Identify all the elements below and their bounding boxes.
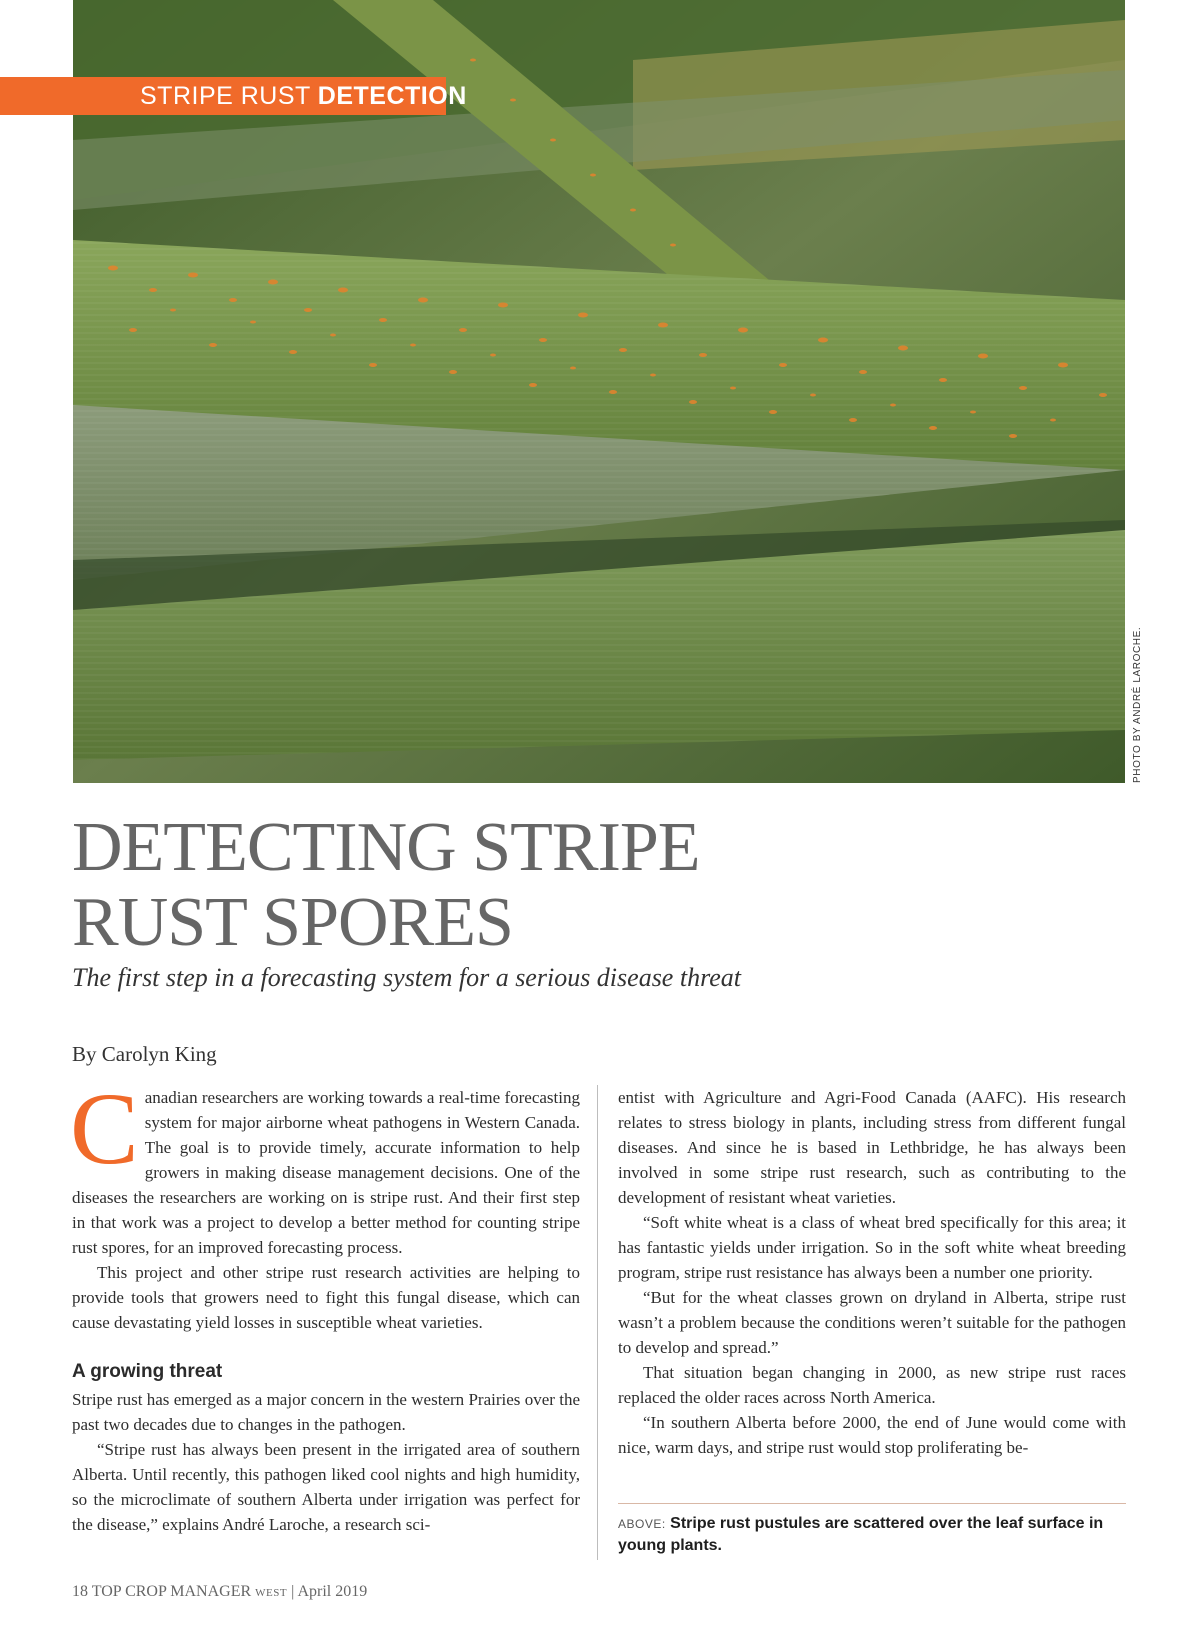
hero-photo [73, 0, 1125, 783]
photo-credit: PHOTO BY ANDRÉ LAROCHE. [1132, 626, 1143, 783]
paragraph: “But for the wheat classes grown on dryland in Alberta, stripe rust wasn’t a problem because the conditions weren’t suitable for the pathogen to develop and spread.” [618, 1288, 1126, 1357]
paragraph: “Soft white wheat is a class of wheat bred specifically for this area; it has fantastic yields under irrigation. So in the soft white wheat breeding program, stripe rust resistance has always been a number one priority. [618, 1213, 1126, 1282]
headline-line-2: RUST SPORES [72, 884, 513, 961]
paragraph: “In southern Alberta before 2000, the end of June would come with nice, warm days, and stripe rust would stop proliferating be- [618, 1413, 1126, 1457]
caption-text: Stripe rust pustules are scattered over the leaf surface in young plants. [618, 1515, 1104, 1554]
magazine-edition: WEST [255, 1587, 288, 1599]
page-number: 18 [72, 1583, 88, 1600]
article-column-2 [618, 1085, 1126, 1460]
paragraph-text: anadian researchers are working towards a real-time forecasting system for major airborne wheat pathogens in Western Canada. The goal is to provide timely, accurate information to help growers in making disease management decisions. One of the diseases the researchers are working on is stripe rust. And their first step in that work was a project to develop a better method for counting stripe rust spores, for an improved forecasting process. [72, 1088, 580, 1257]
article-column-1 [70, 1072, 580, 1537]
section-tag [0, 77, 467, 115]
photo-caption [618, 1513, 1126, 1556]
issue-date: April 2019 [297, 1583, 368, 1600]
footer-separator: | [291, 1583, 295, 1600]
headline [72, 810, 872, 960]
magazine-name: TOP CROP MANAGER [91, 1583, 252, 1600]
paragraph: Stripe rust has emerged as a major concern in the western Prairies over the past two decades due to changes in the pathogen. [72, 1390, 580, 1434]
section-tag-light: STRIPE RUST [140, 82, 311, 110]
page-footer [72, 1583, 367, 1601]
paragraph: entist with Agriculture and Agri-Food Canada (AAFC). His research relates to stress biology in plants, including stress from different fungal diseases. And since he is based in Lethbridge, he has always been involved in some stripe rust research, such as contributing to the development of resistant wheat varieties. [618, 1088, 1126, 1207]
headline-line-1: DETECTING STRIPE [72, 809, 700, 886]
caption-lead: ABOVE: [618, 1517, 666, 1531]
paragraph: This project and other stripe rust research activities are helping to provide tools that growers need to fight this fungal disease, which can cause devastating yield losses in susceptible wheat varieties. [72, 1263, 580, 1332]
section-tag-bold: DETECTION [317, 82, 467, 110]
subhead: A growing threat [72, 1361, 223, 1382]
paragraph [70, 1072, 580, 1260]
byline: By Carolyn King [72, 1042, 217, 1066]
dropcap: C [70, 1072, 139, 1186]
column-divider [597, 1085, 598, 1560]
paragraph: “Stripe rust has always been present in the irrigated area of southern Alberta. Until recently, this pathogen liked cool nights and high humidity, so the microclimate of southern Alberta under irrigation was perfect for the disease,” explains André Laroche, a research sci- [72, 1440, 580, 1534]
deck: The first step in a forecasting system for a serious disease threat [72, 963, 741, 992]
wheat-leaves-image [73, 0, 1125, 783]
paragraph: That situation began changing in 2000, as new stripe rust races replaced the older races across North America. [618, 1363, 1126, 1407]
caption-divider [618, 1503, 1126, 1504]
